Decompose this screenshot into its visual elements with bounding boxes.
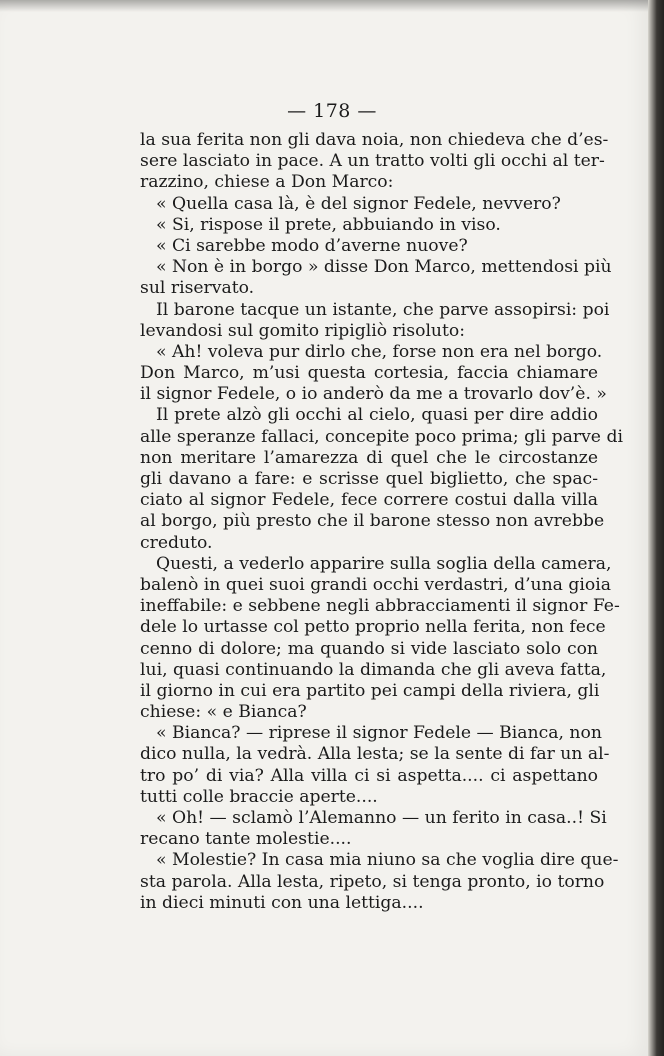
- text-line: Don Marco, m’usi questa cortesia, faccia chiamare: [140, 363, 598, 384]
- text-line: sul riservato.: [140, 278, 255, 299]
- text-line: al borgo, più presto che il barone stesso non avrebbe: [140, 511, 605, 532]
- text-line: ciato al signor Fedele, fece correre costui dalla villa: [140, 490, 598, 511]
- text-line: in dieci minuti con una lettiga....: [140, 892, 424, 913]
- text-line: tro po’ di via? Alla villa ci si aspetta.... ci aspettano: [140, 765, 598, 786]
- text-line: recano tante molestie....: [140, 829, 352, 850]
- text-line: « Molestie? In casa mia niuno sa che voglia dire que-: [156, 850, 619, 871]
- page-number: — 178 —: [287, 100, 377, 122]
- text-line: chiese: « e Bianca?: [140, 702, 307, 723]
- text-line: « Non è in borgo » disse Don Marco, mettendosi più: [156, 257, 612, 278]
- text-line: ineffabile: e sebbene negli abbracciamenti il signor Fe-: [140, 596, 620, 617]
- book-binding-edge: [648, 0, 664, 1056]
- text-line: gli davano a fare: e scrisse quel biglietto, che spac-: [140, 469, 598, 489]
- text-line: « Bianca? — riprese il signor Fedele — Bianca, non: [156, 723, 602, 744]
- text-line: « Si, rispose il prete, abbuiando in viso.: [156, 214, 501, 235]
- text-line: Questi, a vederlo apparire sulla soglia della camera,: [156, 553, 612, 574]
- text-line: « Quella casa là, è del signor Fedele, nevvero?: [156, 193, 561, 214]
- text-line: razzino, chiese a Don Marco:: [140, 172, 394, 193]
- text-line: il signor Fedele, o io anderò da me a trovarlo dov’è. »: [140, 384, 607, 405]
- text-line: Il barone tacque un istante, che parve assopirsi: poi: [156, 299, 610, 320]
- text-line: « Ci sarebbe modo d’averne nuove?: [156, 235, 468, 256]
- text-line: la sua ferita non gli dava noia, non chiedeva che d’es-: [140, 130, 609, 150]
- text-line: dele lo urtasse col petto proprio nella ferita, non fece: [140, 617, 606, 638]
- text-line: sta parola. Alla lesta, ripeto, si tenga pronto, io torno: [140, 871, 605, 892]
- text-line: levandosi sul gomito ripigliò risoluto:: [140, 320, 466, 341]
- scan-top-shadow: [0, 0, 648, 12]
- text-line: alle speranze fallaci, concepite poco prima; gli parve di: [140, 426, 623, 447]
- text-line: « Oh! — sclamò l’Alemanno — un ferito in casa..! Si: [156, 808, 607, 828]
- text-line: dico nulla, la vedrà. Alla lesta; se la sente di far un al-: [140, 744, 610, 765]
- text-line: sere lasciato in pace. A un tratto volti gli occhi al ter-: [140, 151, 605, 172]
- text-line: lui, quasi continuando la dimanda che gli aveva fatta,: [140, 659, 607, 680]
- text-line: il giorno in cui era partito pei campi della riviera, gli: [140, 680, 600, 701]
- text-line: cenno di dolore; ma quando si vide lasciato solo con: [140, 638, 598, 659]
- text-line: non meritare l’amarezza di quel che le circostanze: [140, 447, 598, 468]
- text-line: Il prete alzò gli occhi al cielo, quasi per dire addio: [156, 405, 598, 426]
- body-text: [140, 130, 623, 914]
- text-line: creduto.: [140, 532, 213, 553]
- text-line: tutti colle braccie aperte....: [140, 786, 378, 807]
- text-line: « Ah! voleva pur dirlo che, forse non era nel borgo.: [156, 341, 603, 362]
- text-line: balenò in quei suoi grandi occhi verdastri, d’una gioia: [140, 574, 611, 595]
